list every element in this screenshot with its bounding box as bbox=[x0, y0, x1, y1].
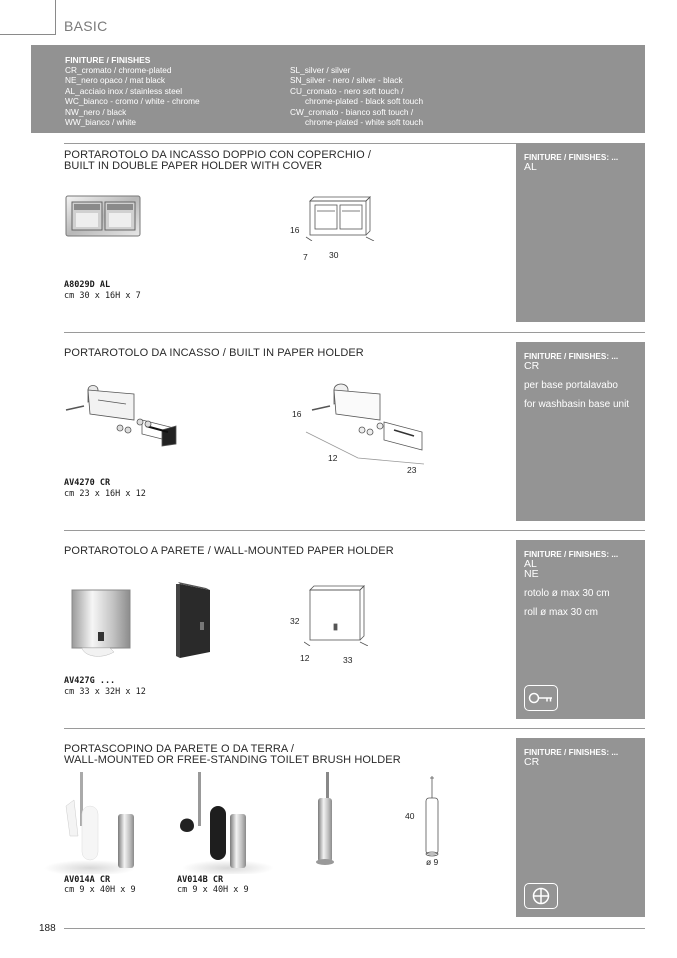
product-dimensions: cm 33 x 32H x 12 bbox=[64, 687, 146, 697]
dimension-depth: 7 bbox=[303, 252, 308, 262]
dimension-width: 30 bbox=[329, 250, 339, 260]
corner-mark-vertical bbox=[55, 0, 56, 35]
finish-item: SN_silver - nero / silver - black bbox=[290, 75, 403, 86]
finishes-panel-value: CR bbox=[524, 756, 540, 768]
technical-drawing-wall-holder bbox=[304, 584, 368, 646]
product-photo-double-holder bbox=[64, 193, 142, 239]
finishes-panel bbox=[516, 738, 645, 917]
product-title-line: BUILT IN DOUBLE PAPER HOLDER WITH COVER bbox=[64, 159, 323, 172]
dimension-height: 16 bbox=[292, 409, 302, 419]
finish-item: SL_silver / silver bbox=[290, 65, 351, 75]
product-photo-built-in-holder bbox=[64, 380, 180, 455]
product-dimensions: cm 30 x 16H x 7 bbox=[64, 291, 141, 301]
finish-item: NE_nero opaco / mat black bbox=[65, 75, 166, 86]
product-photos-wall-holders bbox=[70, 582, 216, 670]
product-title bbox=[64, 546, 394, 557]
section-divider bbox=[64, 728, 645, 729]
finishes-panel-value bbox=[524, 559, 539, 579]
dimension-depth: 12 bbox=[300, 653, 310, 663]
section-label: BASIC bbox=[64, 18, 108, 34]
dimension-height: 40 bbox=[405, 811, 415, 821]
corner-mark-horizontal bbox=[0, 34, 56, 35]
finish-item: CR_cromato / chrome-plated bbox=[65, 65, 172, 75]
technical-drawing-built-in-holder bbox=[304, 378, 430, 472]
finishes-panel bbox=[516, 342, 645, 521]
section-divider bbox=[64, 530, 645, 531]
product-photos-brush-holders bbox=[44, 770, 394, 874]
product-title bbox=[64, 150, 371, 171]
product-dimensions: cm 23 x 16H x 12 bbox=[64, 489, 146, 499]
finish-code: NE bbox=[524, 568, 539, 580]
finish-item: CW_cromato - bianco soft touch / bbox=[290, 106, 414, 117]
finishes-panel-label: FINITURE / FINISHES: ... bbox=[524, 352, 619, 361]
product-title-line: PORTAROTOLO A PARETE / WALL-MOUNTED PAPER HOLDER bbox=[64, 545, 394, 557]
product-title-line: PORTAROTOLO DA INCASSO DOPPIO CON COPERCHIO / bbox=[64, 149, 372, 161]
finish-item: WC_bianco - cromo / white - chrome bbox=[65, 96, 200, 107]
product-note: rotolo ø max 30 cm bbox=[524, 588, 610, 599]
finishes-panel-label: FINITURE / FINISHES: ... bbox=[524, 153, 619, 162]
product-dimensions: cm 9 x 40H x 9 bbox=[64, 885, 136, 895]
product-title bbox=[64, 744, 401, 765]
dimension-width: 33 bbox=[343, 655, 353, 665]
product-dimensions: cm 9 x 40H x 9 bbox=[177, 885, 249, 895]
finishes-left-column bbox=[65, 65, 200, 127]
finish-item: chrome-plated - black soft touch bbox=[305, 96, 424, 107]
finishes-panel-label: FINITURE / FINISHES: ... bbox=[524, 748, 619, 757]
finish-item: AL_acciaio inox / stainless steel bbox=[65, 85, 183, 96]
product-title-line: PORTASCOPINO DA PARETE O DA TERRA / bbox=[64, 743, 295, 755]
finish-item: NW_nero / black bbox=[65, 106, 127, 117]
dimension-diameter: ø 9 bbox=[426, 857, 439, 867]
product-code: AV427G ... bbox=[64, 676, 116, 686]
product-title-line: WALL-MOUNTED OR FREE-STANDING TOILET BRUSH HOLDER bbox=[64, 753, 401, 766]
finishes-right-column bbox=[290, 65, 423, 127]
product-code: AV014B CR bbox=[177, 875, 224, 885]
finish-item: WW_bianco / white bbox=[65, 117, 137, 128]
section-divider bbox=[64, 332, 645, 333]
finishes-panel-value: AL bbox=[524, 161, 537, 173]
finishes-panel-value: CR bbox=[524, 360, 540, 372]
finishes-legend bbox=[31, 45, 645, 133]
product-code: AV4270 CR bbox=[64, 478, 111, 488]
product-code: AV014A CR bbox=[64, 875, 111, 885]
finishes-heading: FINITURE / FINISHES bbox=[65, 55, 151, 65]
dimension-depth: 12 bbox=[328, 453, 338, 463]
product-note: per base portalavabo bbox=[524, 380, 618, 391]
finishes-panel bbox=[516, 143, 645, 322]
product-note: for washbasin base unit bbox=[524, 399, 630, 410]
page-number: 188 bbox=[39, 923, 56, 934]
product-title-line: PORTAROTOLO DA INCASSO / BUILT IN PAPER HOLDER bbox=[64, 347, 364, 359]
finish-code: AL bbox=[524, 558, 537, 570]
dimension-height: 16 bbox=[290, 225, 300, 235]
finish-item: chrome-plated - white soft touch bbox=[305, 117, 424, 128]
technical-drawing-double-holder bbox=[304, 193, 376, 241]
crosshair-icon bbox=[524, 883, 558, 909]
key-icon bbox=[524, 685, 558, 711]
dimension-height: 32 bbox=[290, 616, 300, 626]
product-note: roll ø max 30 cm bbox=[524, 607, 598, 618]
finishes-panel-label: FINITURE / FINISHES: ... bbox=[524, 550, 619, 559]
product-code: A8029D AL bbox=[64, 280, 111, 290]
technical-drawing-brush-holder bbox=[420, 774, 446, 858]
dimension-width: 23 bbox=[407, 465, 417, 475]
finishes-panel bbox=[516, 540, 645, 719]
product-title bbox=[64, 348, 364, 359]
finish-item: CU_cromato - nero soft touch / bbox=[290, 85, 404, 96]
footer-divider bbox=[64, 928, 645, 929]
